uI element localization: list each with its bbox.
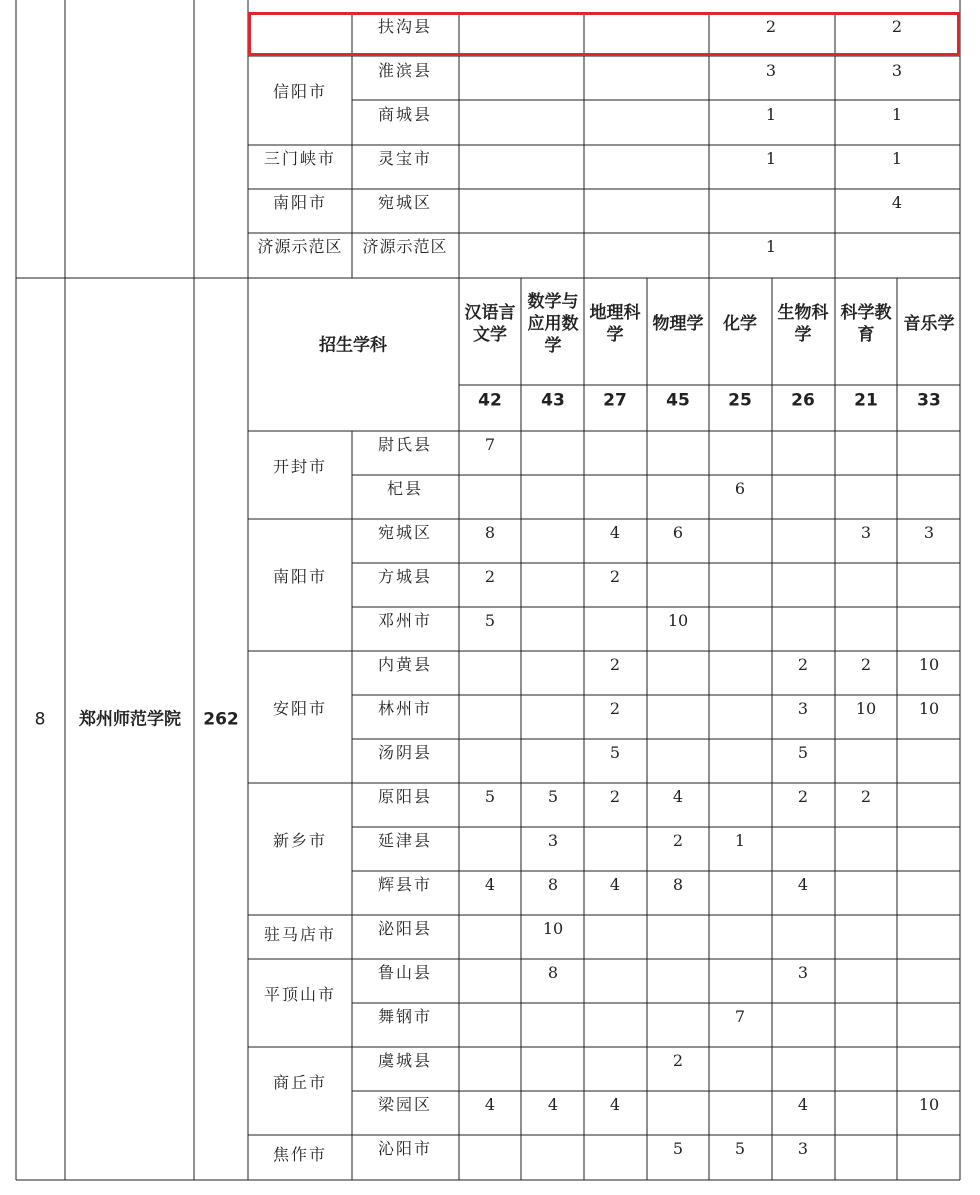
highlight-box	[248, 12, 960, 56]
county-cell: 杞县	[386, 479, 424, 498]
subject-header: 音乐学	[903, 314, 955, 334]
county-cell: 林州市	[377, 699, 433, 718]
value-cell: 8	[484, 523, 496, 542]
value-cell: 3	[797, 963, 809, 982]
value-cell: 7	[484, 435, 496, 454]
value-cell: 2	[797, 787, 809, 806]
subject-count: 33	[917, 390, 941, 411]
value-cell: 8	[547, 963, 559, 982]
value-cell: 10	[918, 655, 940, 674]
county-cell: 内黄县	[377, 655, 433, 674]
value-cell: 2	[609, 699, 621, 718]
value-cell: 10	[918, 699, 940, 718]
value-cell: 8	[672, 875, 684, 894]
value-cell: 2	[609, 567, 621, 586]
city-cell: 三门峡市	[263, 149, 337, 168]
county-cell: 延津县	[377, 831, 433, 850]
subject-count: 25	[728, 390, 752, 411]
value-cell: 4	[547, 1095, 559, 1114]
value-cell: 2	[672, 831, 684, 850]
county-cell: 淮滨县	[377, 61, 433, 80]
subject-count: 42	[478, 390, 502, 411]
subject-count: 27	[603, 390, 627, 411]
institution-number: 8	[34, 709, 46, 730]
county-cell: 鲁山县	[377, 963, 433, 982]
county-cell: 汤阴县	[377, 743, 433, 762]
value-cell: 3	[797, 1139, 809, 1158]
value-cell: 1	[891, 149, 903, 168]
city-cell: 安阳市	[272, 699, 328, 718]
value-cell: 2	[672, 1051, 684, 1070]
value-cell: 3	[547, 831, 559, 850]
city-cell: 平顶山市	[263, 985, 337, 1004]
county-cell: 方城县	[377, 567, 433, 586]
value-cell: 10	[542, 919, 564, 938]
subject-count: 43	[541, 390, 565, 411]
value-cell: 1	[765, 105, 777, 124]
county-cell: 辉县市	[377, 875, 433, 894]
subject-header: 生物科 学	[777, 303, 829, 345]
value-cell: 4	[609, 875, 621, 894]
subject-header: 地理科 学	[589, 303, 641, 345]
county-cell: 灵宝市	[377, 149, 433, 168]
value-cell: 3	[797, 699, 809, 718]
value-cell: 3	[923, 523, 935, 542]
county-cell: 尉氏县	[377, 435, 433, 454]
value-cell: 4	[609, 523, 621, 542]
value-cell: 5	[734, 1139, 746, 1158]
value-cell: 7	[734, 1007, 746, 1026]
county-cell: 舞钢市	[377, 1007, 433, 1026]
value-cell: 2	[765, 17, 777, 36]
value-cell: 4	[891, 193, 903, 212]
county-cell: 商城县	[377, 105, 433, 124]
county-cell: 虞城县	[377, 1051, 433, 1070]
value-cell: 10	[855, 699, 877, 718]
value-cell: 5	[547, 787, 559, 806]
value-cell: 2	[891, 17, 903, 36]
county-cell: 邓州市	[377, 611, 433, 630]
value-cell: 2	[609, 787, 621, 806]
value-cell: 10	[918, 1095, 940, 1114]
county-cell: 沁阳市	[377, 1139, 433, 1158]
value-cell: 4	[484, 1095, 496, 1114]
city-cell: 济源示范区	[257, 237, 343, 256]
institution-total: 262	[203, 709, 239, 730]
subject-header: 数学与 应用数 学	[527, 292, 579, 356]
city-cell: 开封市	[272, 457, 328, 476]
value-cell: 5	[797, 743, 809, 762]
city-cell: 商丘市	[272, 1073, 328, 1092]
city-cell: 南阳市	[272, 193, 328, 212]
county-cell: 宛城区	[377, 193, 433, 212]
county-cell: 原阳县	[377, 787, 433, 806]
value-cell: 5	[484, 611, 496, 630]
value-cell: 8	[547, 875, 559, 894]
county-cell: 宛城区	[377, 523, 433, 542]
city-cell: 驻马店市	[263, 925, 337, 944]
city-cell: 新乡市	[272, 831, 328, 850]
city-cell: 焦作市	[272, 1145, 328, 1164]
value-cell: 2	[860, 787, 872, 806]
subject-header: 物理学	[652, 314, 704, 334]
subject-header: 科学教 育	[840, 303, 892, 345]
value-cell: 4	[797, 1095, 809, 1114]
subject-count: 21	[854, 390, 878, 411]
value-cell: 3	[891, 61, 903, 80]
value-cell: 2	[484, 567, 496, 586]
value-cell: 3	[860, 523, 872, 542]
subject-header: 汉语言 文学	[464, 303, 516, 345]
value-cell: 4	[797, 875, 809, 894]
value-cell: 6	[734, 479, 746, 498]
value-cell: 4	[484, 875, 496, 894]
value-cell: 4	[609, 1095, 621, 1114]
value-cell: 5	[484, 787, 496, 806]
county-cell: 梁园区	[377, 1095, 433, 1114]
value-cell: 6	[672, 523, 684, 542]
subject-count: 26	[791, 390, 815, 411]
city-cell: 南阳市	[272, 567, 328, 586]
county-cell: 扶沟县	[377, 17, 433, 36]
value-cell: 5	[672, 1139, 684, 1158]
value-cell: 10	[667, 611, 689, 630]
value-cell: 2	[609, 655, 621, 674]
value-cell: 2	[797, 655, 809, 674]
county-cell: 济源示范区	[362, 237, 448, 256]
value-cell: 1	[734, 831, 746, 850]
city-cell: 信阳市	[272, 82, 328, 101]
value-cell: 1	[891, 105, 903, 124]
county-cell: 泌阳县	[377, 919, 433, 938]
value-cell: 5	[609, 743, 621, 762]
value-cell: 1	[765, 237, 777, 256]
subject-header: 化学	[723, 314, 757, 334]
value-cell: 1	[765, 149, 777, 168]
value-cell: 4	[672, 787, 684, 806]
value-cell: 2	[860, 655, 872, 674]
subject-count: 45	[666, 390, 690, 411]
subjects-label: 招生学科	[319, 335, 387, 356]
institution-name: 郑州师范学院	[79, 709, 181, 730]
value-cell: 3	[765, 61, 777, 80]
